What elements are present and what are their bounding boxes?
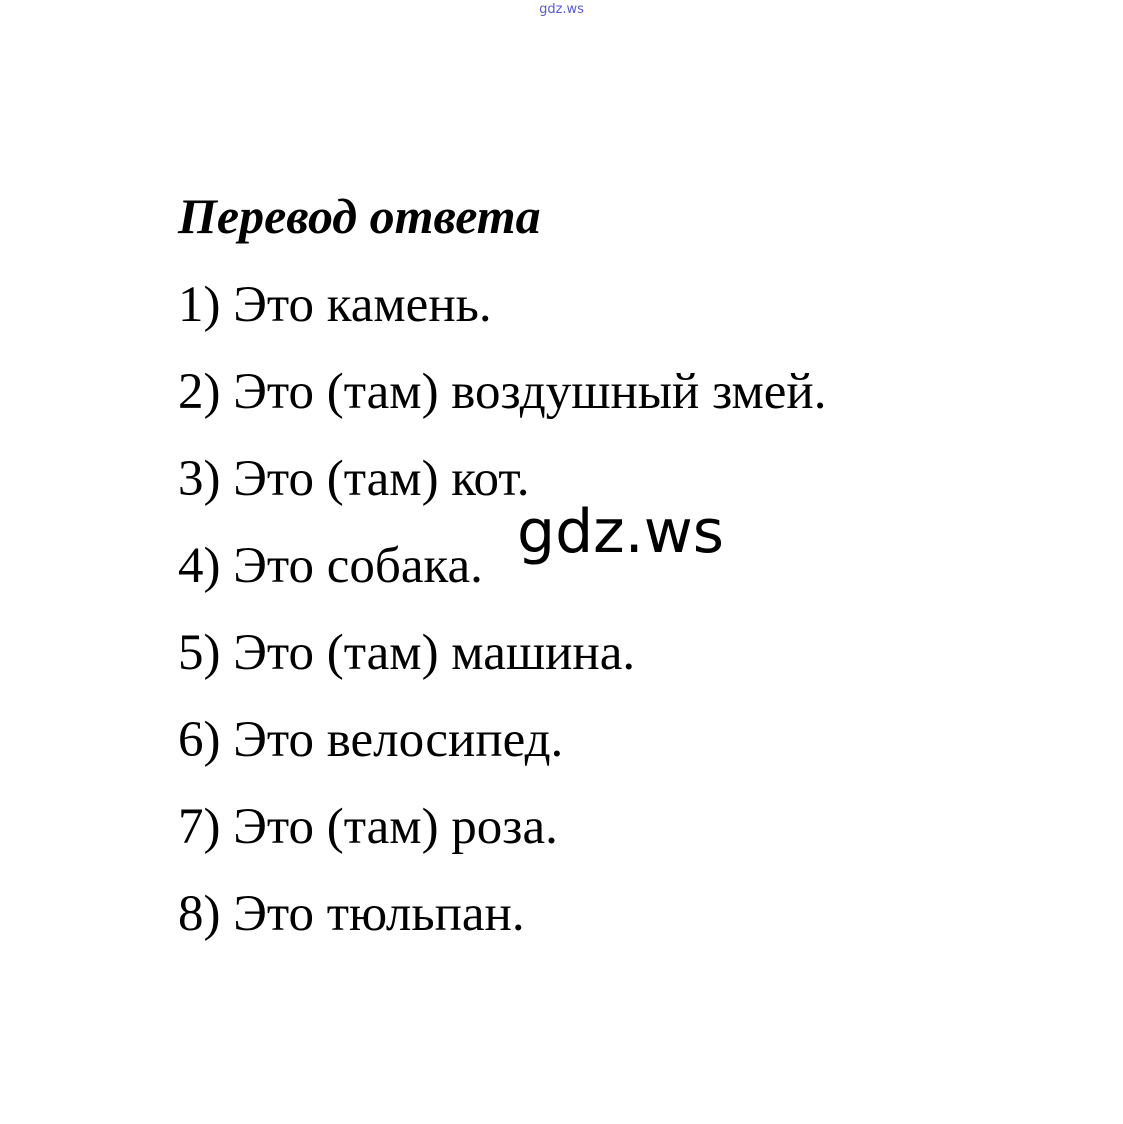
answer-item-5: 5) Это (там) машина. bbox=[178, 625, 636, 681]
answer-item-2: 2) Это (там) воздушный змей. bbox=[178, 364, 827, 420]
answer-item-1: 1) Это камень. bbox=[178, 277, 492, 333]
answer-item-8: 8) Это тюльпан. bbox=[178, 886, 525, 942]
answer-list bbox=[178, 276, 826, 972]
answer-item-4: 4) Это собака. bbox=[178, 538, 483, 594]
answer-item-7: 7) Это (там) роза. bbox=[178, 799, 558, 855]
answer-item-3: 3) Это (там) кот. bbox=[178, 451, 530, 507]
top-watermark: gdz.ws bbox=[539, 2, 584, 17]
page-heading: Перевод ответа bbox=[178, 188, 541, 244]
center-watermark: gdz.ws bbox=[517, 497, 725, 567]
answer-item-6: 6) Это велосипед. bbox=[178, 712, 564, 768]
